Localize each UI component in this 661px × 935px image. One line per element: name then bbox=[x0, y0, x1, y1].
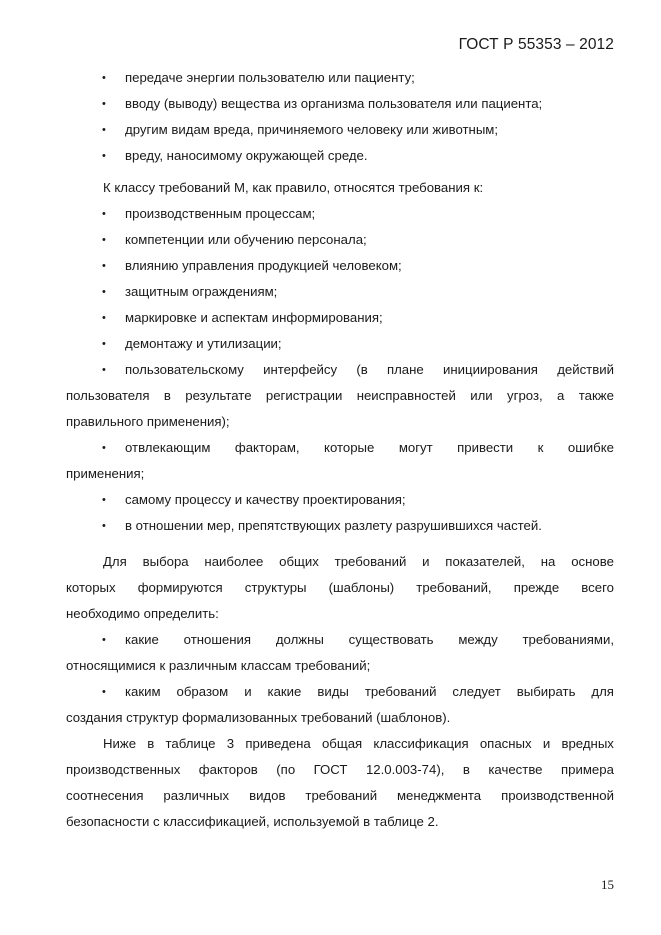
list-item: • каким образом и какие виды требований следует выбирать для bbox=[66, 679, 614, 705]
list-item: • передаче энергии пользователю или пациенту; bbox=[66, 65, 614, 91]
bullet-icon: • bbox=[102, 338, 106, 350]
document-body bbox=[66, 65, 614, 835]
list-item: • другим видам вреда, причиняемого человеку или животным; bbox=[66, 117, 614, 143]
bullet-icon: • bbox=[102, 686, 106, 698]
text-line: необходимо определить: bbox=[66, 606, 219, 621]
bullet-icon: • bbox=[102, 150, 106, 162]
list-item: • какие отношения должны существовать между требованиями, bbox=[66, 627, 614, 653]
bullet-icon: • bbox=[102, 520, 106, 532]
text-line: относящимися к различным классам требований; bbox=[66, 658, 371, 673]
list-item: • пользовательскому интерфейсу (в плане инициирования действий bbox=[66, 357, 614, 383]
bullet-icon: • bbox=[102, 634, 106, 646]
bullet-icon: • bbox=[102, 260, 106, 272]
text-line: правильного применения); bbox=[66, 414, 230, 429]
list-item: • защитным ограждениям; bbox=[66, 279, 614, 305]
list-item: • вреду, наносимому окружающей среде. bbox=[66, 143, 614, 169]
bullet-icon: • bbox=[102, 286, 106, 298]
text-line: пользователя в результате регистрации неисправностей или угроз, а также bbox=[66, 388, 614, 403]
bullet-icon: • bbox=[102, 442, 106, 454]
bullet-icon: • bbox=[102, 494, 106, 506]
text-line: применения; bbox=[66, 466, 145, 481]
bullet-icon: • bbox=[102, 364, 106, 376]
list-item: • самому процессу и качеству проектирования; bbox=[66, 487, 614, 513]
text-line: создания структур формализованных требований (шаблонов). bbox=[66, 710, 451, 725]
list-item: • демонтажу и утилизации; bbox=[66, 331, 614, 357]
text-line: которых формируются структуры (шаблоны) требований, прежде всего bbox=[66, 580, 614, 595]
paragraph-choice: Для выбора наиболее общих требований и показателей, на основе bbox=[103, 554, 614, 569]
paragraph-intro-m: К классу требований М, как правило, относятся требования к: bbox=[103, 180, 484, 195]
list-item: • влиянию управления продукцией человеком; bbox=[66, 253, 614, 279]
bullet-icon: • bbox=[102, 234, 106, 246]
bullet-icon: • bbox=[102, 72, 106, 84]
bullet-icon: • bbox=[102, 98, 106, 110]
paragraph-table: Ниже в таблице 3 приведена общая классификация опасных и вредных bbox=[103, 736, 614, 751]
page-number: 15 bbox=[601, 877, 614, 892]
list-item: • производственным процессам; bbox=[66, 201, 614, 227]
list-item: • отвлекающим факторам, которые могут привести к ошибке bbox=[66, 435, 614, 461]
list-item: • в отношении мер, препятствующих разлету разрушившихся частей. bbox=[66, 513, 614, 539]
bullet-icon: • bbox=[102, 124, 106, 136]
text-line: безопасности с классификацией, используемой в таблице 2. bbox=[66, 814, 439, 829]
document-header: ГОСТ Р 55353 – 2012 bbox=[458, 36, 614, 53]
list-item: • маркировке и аспектам информирования; bbox=[66, 305, 614, 331]
bullet-icon: • bbox=[102, 208, 106, 220]
list-item: • вводу (выводу) вещества из организма пользователя или пациента; bbox=[66, 91, 614, 117]
list-item: • компетенции или обучению персонала; bbox=[66, 227, 614, 253]
text-line: производственных факторов (по ГОСТ 12.0.003-74), в качестве примера bbox=[66, 762, 614, 777]
text-line: соотнесения различных видов требований менеджмента производственной bbox=[66, 788, 614, 803]
bullet-icon: • bbox=[102, 312, 106, 324]
